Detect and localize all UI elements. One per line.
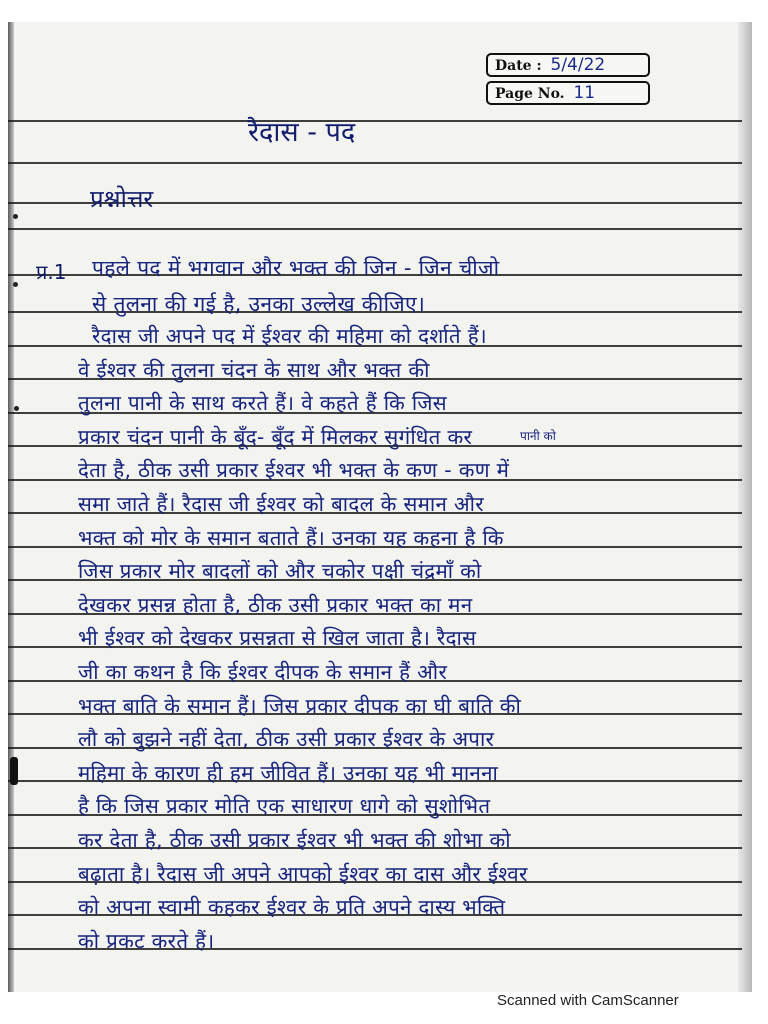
- section-heading: प्रश्नोत्तर: [90, 185, 154, 213]
- answer-line: भी ईश्वर को देखकर प्रसन्नता से खिल जाता है। रैदास: [78, 626, 477, 650]
- date-value: 5/4/22: [550, 55, 606, 75]
- answer-line: है कि जिस प्रकार मोति एक साधारण धागे को सुशोभित: [78, 794, 491, 818]
- answer-line: प्रकार चंदन पानी के बूँद- बूँद में मिलकर सुगंधित कर: [78, 425, 473, 449]
- margin-dot: [13, 214, 18, 219]
- answer-line: वे ईश्वर की तुलना चंदन के साथ और भक्त की: [78, 358, 430, 382]
- answer-line: रैदास जी अपने पद में ईश्वर की महिमा को दर्शाते हैं।: [92, 324, 487, 348]
- question-number: प्र.1: [36, 260, 67, 284]
- answer-line: भक्त बाति के समान हैं। जिस प्रकार दीपक का घी बाति की: [78, 694, 522, 718]
- inserted-word: पानी को: [520, 429, 556, 443]
- ruled-line: [8, 120, 742, 122]
- date-page-box: [486, 53, 652, 109]
- date-field: [486, 53, 650, 77]
- page-number-field: [486, 81, 650, 105]
- page-title: रैदास - पद: [248, 117, 356, 148]
- answer-line: देखकर प्रसन्न होता है, ठीक उसी प्रकार भक्त का मन: [78, 593, 473, 617]
- answer-line: बढ़ाता है। रैदास जी अपने आपको ईश्वर का दास और ईश्वर: [78, 862, 528, 886]
- answer-line: जिस प्रकार मोर बादलों को और चकोर पक्षी चंद्रमाँ को: [78, 559, 482, 583]
- page-number-label: Page No.: [495, 86, 565, 102]
- margin-dot: [13, 282, 18, 287]
- question-line: से तुलना की गई है, उनका उल्लेख कीजिए।: [92, 292, 426, 316]
- ruled-line: [8, 228, 742, 230]
- answer-line: जी का कथन है कि ईश्वर दीपक के समान हैं और: [78, 660, 448, 684]
- answer-line: तुलना पानी के साथ करते हैं। वे कहते हैं कि जिस: [78, 391, 447, 415]
- notebook-page: [8, 22, 752, 992]
- answer-line: महिमा के कारण ही हम जीवित हैं। उनका यह भी मानना: [78, 761, 499, 785]
- answer-line: कर देता है, ठीक उसी प्रकार ईश्वर भी भक्त की शोभा को: [78, 828, 511, 852]
- answer-line: को अपना स्वामी कहकर ईश्वर के प्रति अपने दास्य भक्ति: [78, 895, 506, 919]
- ruled-line: [8, 162, 742, 164]
- spine-mark: [10, 757, 18, 785]
- answer-line: को प्रकट करते हैं।: [78, 929, 215, 953]
- answer-line: देता है, ठीक उसी प्रकार ईश्वर भी भक्त के कण - कण में: [78, 458, 510, 482]
- answer-line: भक्त को मोर के समान बताते हैं। उनका यह कहना है कि: [78, 526, 504, 550]
- margin-dot: [14, 406, 19, 411]
- answer-line: समा जाते हैं। रैदास जी ईश्वर को बादल के समान और: [78, 492, 484, 516]
- question-line: पहले पद में भगवान और भक्त की जिन - जिन चीजो: [92, 256, 500, 280]
- page-number-value: 11: [573, 83, 596, 103]
- scanner-watermark: Scanned with CamScanner: [497, 992, 679, 1009]
- answer-line: लौ को बुझने नहीं देता, ठीक उसी प्रकार ईश्वर के अपार: [78, 727, 495, 751]
- date-label: Date :: [495, 58, 542, 74]
